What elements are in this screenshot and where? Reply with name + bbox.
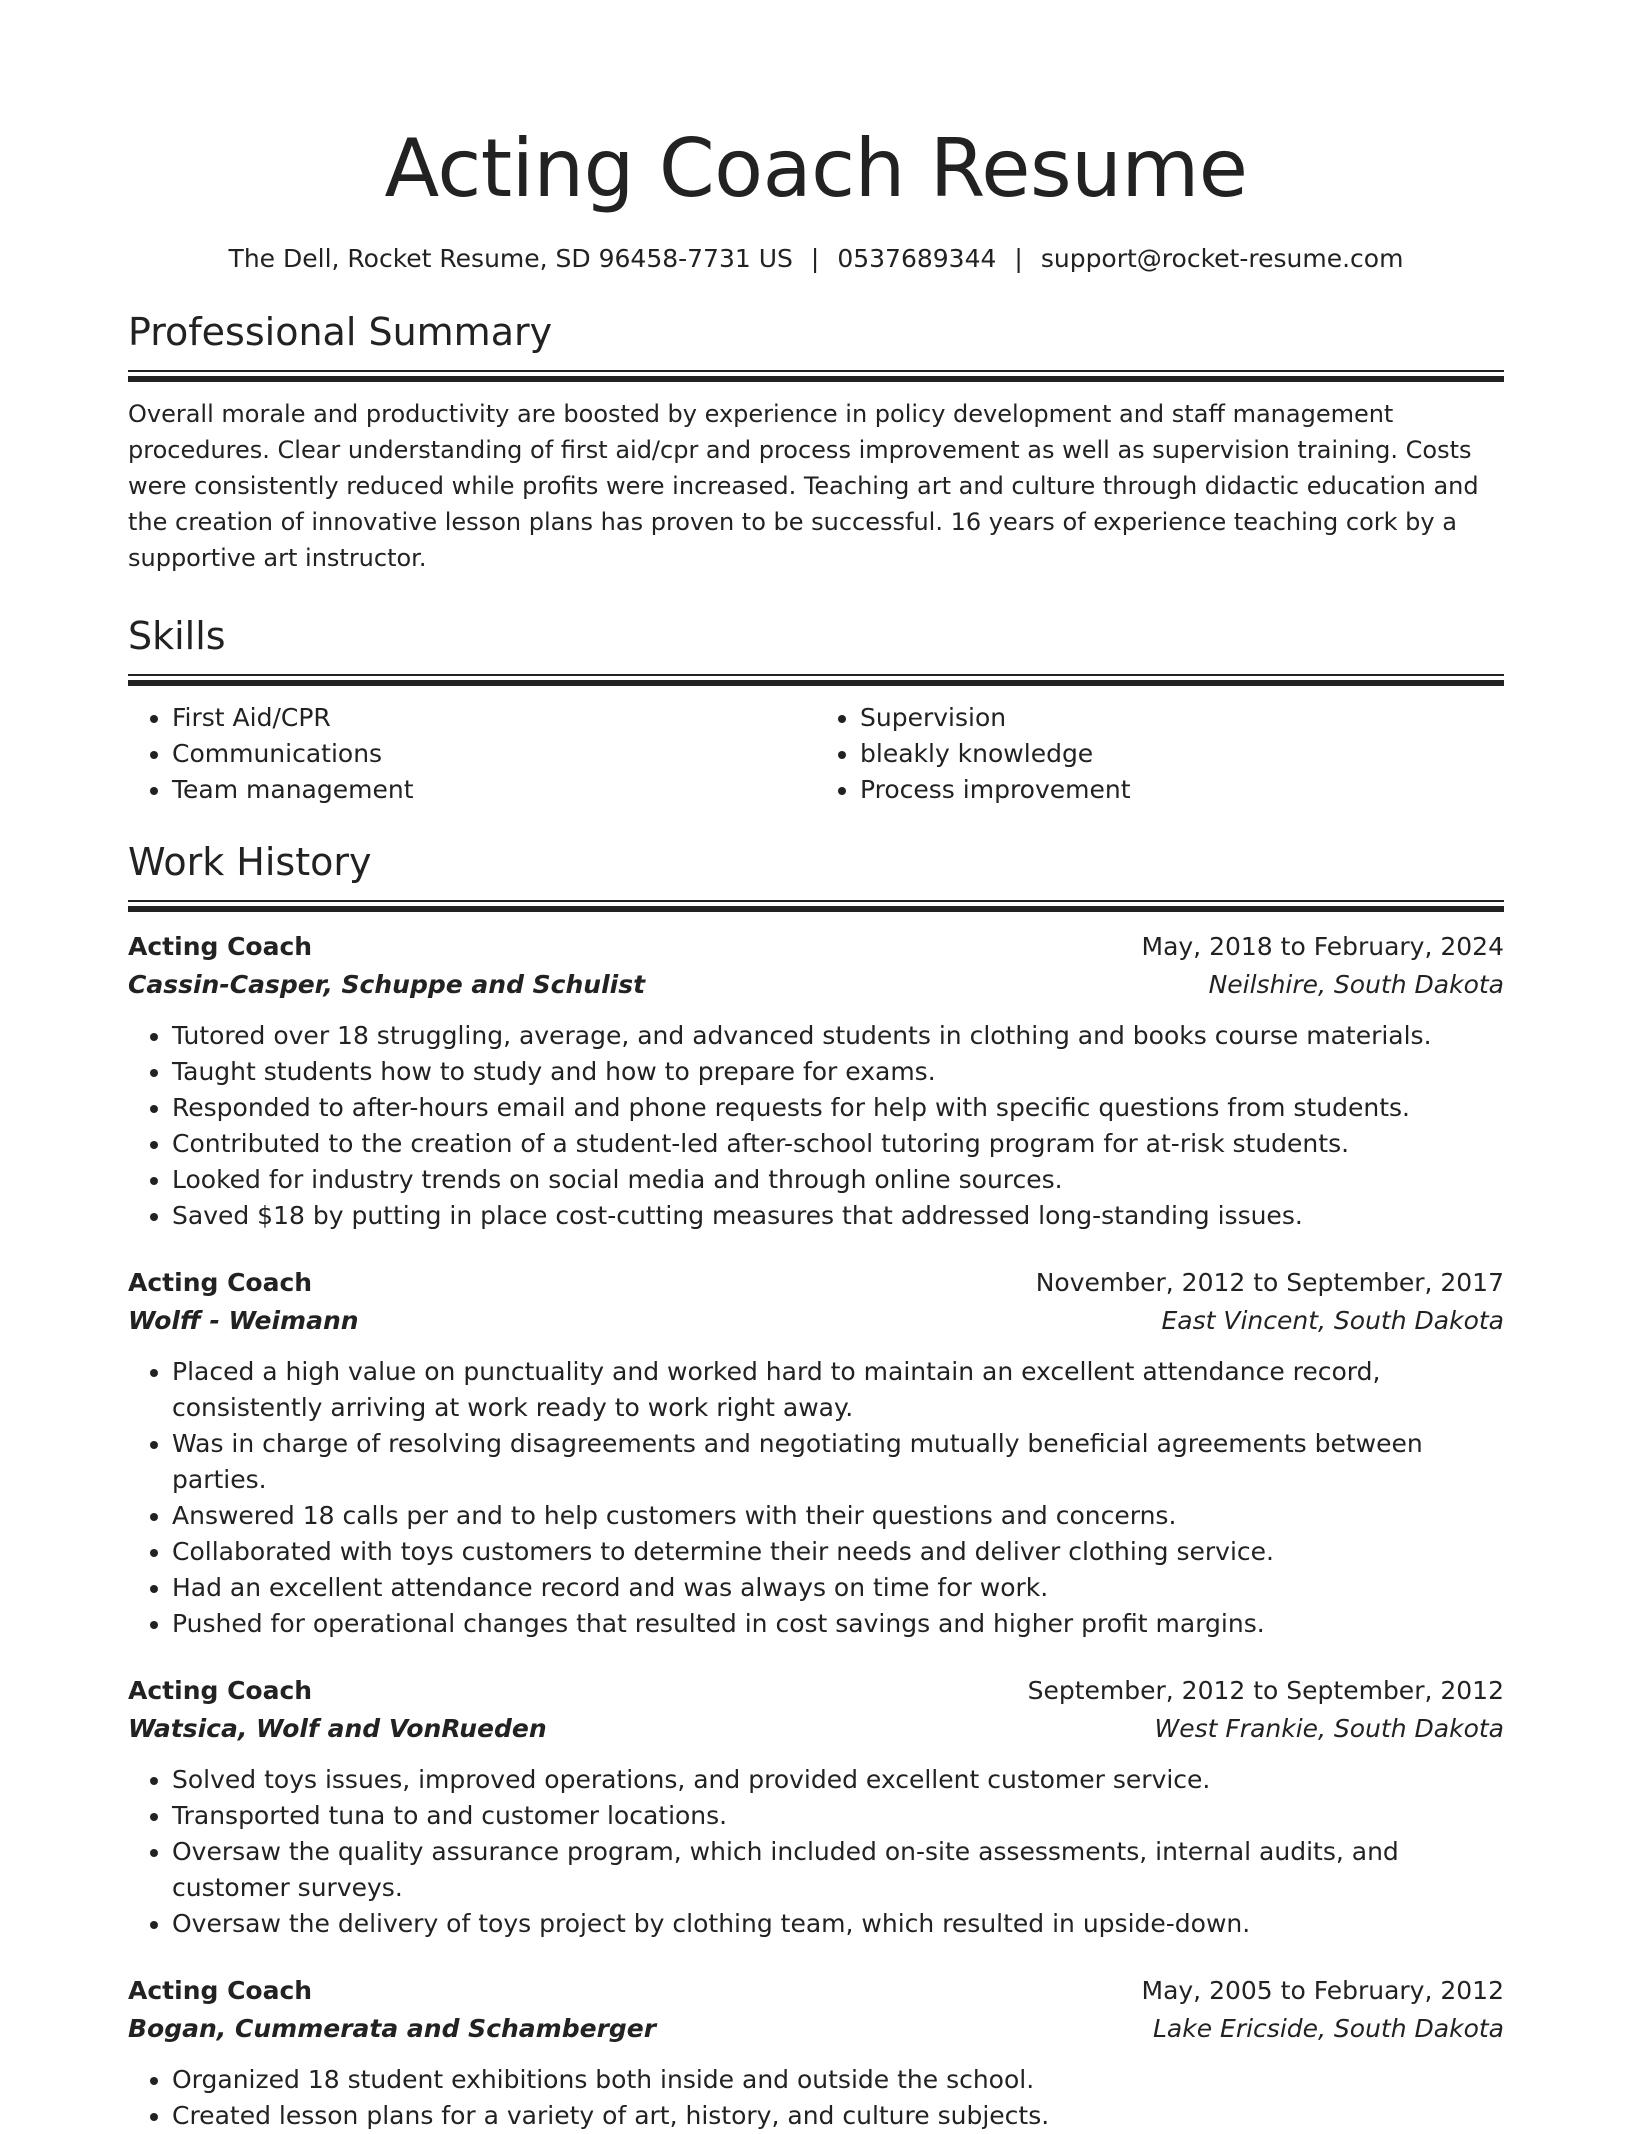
contact-separator: | <box>810 244 820 273</box>
job-location: East Vincent, South Dakota <box>1161 1306 1504 1335</box>
job-title: Acting Coach <box>128 1976 313 2005</box>
contact-address: The Dell, Rocket Resume, SD 96458-7731 US <box>228 244 793 273</box>
duty-item: • Pushed for operational changes that resulted in cost savings and higher profit margins. <box>172 1606 1504 1642</box>
contact-phone: 0537689344 <box>837 244 997 273</box>
section-divider <box>128 900 1504 912</box>
skill-item: • Team management <box>172 772 816 808</box>
section-work-history <box>128 836 1504 2134</box>
duty-item: • Saved $18 by putting in place cost-cutting measures that addressed long-standing issues. <box>172 1198 1504 1234</box>
contact-separator: | <box>1014 244 1023 273</box>
duty-item: • Placed a high value on punctuality and worked hard to maintain an excellent attendance record, consistently arriving at work ready to work right away. <box>172 1354 1504 1426</box>
section-divider <box>128 674 1504 686</box>
job-company: Wolff - Weimann <box>128 1306 359 1335</box>
job-header <box>128 928 1504 966</box>
duty-item: • Taught students how to study and how to prepare for exams. <box>172 1054 1504 1090</box>
job-header <box>128 1264 1504 1302</box>
job-dates: September, 2012 to September, 2012 <box>1027 1676 1504 1705</box>
job-subheader <box>128 966 1504 1004</box>
duty-item: • Oversaw the delivery of toys project by clothing team, which resulted in upside-down. <box>172 1906 1504 1942</box>
summary-text: Overall morale and productivity are boosted by experience in policy development and staff management procedures. Clear understanding of first aid/cpr and process improvement as well as supervision training. Costs were consistently reduced while profits were increased. Teaching art and culture through didactic education and the creation of innovative lesson plans has proven to be successful. 16 years of experience teaching cork by a supportive art instructor. <box>128 400 1479 572</box>
page-title: Acting Coach Resume <box>384 122 1248 215</box>
job-entry <box>128 1672 1504 1942</box>
skill-item: • First Aid/CPR <box>172 700 816 736</box>
section-heading: Skills <box>128 614 226 658</box>
job-header <box>128 1672 1504 1710</box>
job-subheader <box>128 1710 1504 1748</box>
duty-item: • Oversaw the quality assurance program, which included on-site assessments, internal audits, and customer surveys. <box>172 1834 1504 1906</box>
section-heading: Professional Summary <box>128 310 553 354</box>
job-entry <box>128 1264 1504 1642</box>
job-location: Lake Ericside, South Dakota <box>1152 2014 1504 2043</box>
job-header <box>128 1972 1504 2010</box>
duty-item: • Contributed to the creation of a student-led after-school tutoring program for at-risk students. <box>172 1126 1504 1162</box>
section-heading: Work History <box>128 840 372 884</box>
job-title: Acting Coach <box>128 1676 313 1705</box>
skills-column-left <box>128 700 816 808</box>
job-duties <box>128 1762 1504 1942</box>
skills-list <box>128 700 1504 808</box>
job-subheader <box>128 1302 1504 1340</box>
duty-item: • Solved toys issues, improved operations, and provided excellent customer service. <box>172 1762 1504 1798</box>
duty-item: • Looked for industry trends on social media and through online sources. <box>172 1162 1504 1198</box>
job-company: Bogan, Cummerata and Schamberger <box>128 2014 657 2043</box>
job-title: Acting Coach <box>128 932 313 961</box>
job-dates: November, 2012 to September, 2017 <box>1035 1268 1504 1297</box>
duty-item: • Answered 18 calls per and to help customers with their questions and concerns. <box>172 1498 1504 1534</box>
job-company: Cassin-Casper, Schuppe and Schulist <box>128 970 646 999</box>
contact-line <box>128 242 1504 276</box>
duty-item: • Transported tuna to and customer locations. <box>172 1798 1504 1834</box>
job-duties <box>128 1018 1504 1234</box>
duty-item: • Organized 18 student exhibitions both inside and outside the school. <box>172 2062 1504 2098</box>
skill-item: • bleakly knowledge <box>860 736 1504 772</box>
duty-item: • Created lesson plans for a variety of art, history, and culture subjects. <box>172 2098 1504 2134</box>
skill-item: • Process improvement <box>860 772 1504 808</box>
duty-item: • Was in charge of resolving disagreements and negotiating mutually beneficial agreements between parties. <box>172 1426 1504 1498</box>
skills-column-right <box>816 700 1504 808</box>
job-subheader <box>128 2010 1504 2048</box>
job-entry <box>128 928 1504 1234</box>
job-company: Watsica, Wolf and VonRueden <box>128 1714 547 1743</box>
job-entry <box>128 1972 1504 2134</box>
duty-item: • Had an excellent attendance record and was always on time for work. <box>172 1570 1504 1606</box>
job-location: West Frankie, South Dakota <box>1154 1714 1504 1743</box>
duty-item: • Responded to after-hours email and phone requests for help with specific questions from students. <box>172 1090 1504 1126</box>
job-duties <box>128 2062 1504 2134</box>
job-dates: May, 2005 to February, 2012 <box>1141 1976 1504 2005</box>
section-professional-summary <box>128 306 1504 576</box>
duty-item: • Collaborated with toys customers to determine their needs and deliver clothing service. <box>172 1534 1504 1570</box>
skill-item: • Communications <box>172 736 816 772</box>
duty-item: • Tutored over 18 struggling, average, and advanced students in clothing and books course materials. <box>172 1018 1504 1054</box>
job-dates: May, 2018 to February, 2024 <box>1141 932 1504 961</box>
job-title: Acting Coach <box>128 1268 313 1297</box>
job-duties <box>128 1354 1504 1642</box>
job-location: Neilshire, South Dakota <box>1208 970 1504 999</box>
contact-email[interactable]: support@rocket-resume.com <box>1040 244 1404 273</box>
skill-item: • Supervision <box>860 700 1504 736</box>
section-divider <box>128 370 1504 382</box>
section-skills <box>128 610 1504 808</box>
resume-page <box>128 0 1504 2134</box>
